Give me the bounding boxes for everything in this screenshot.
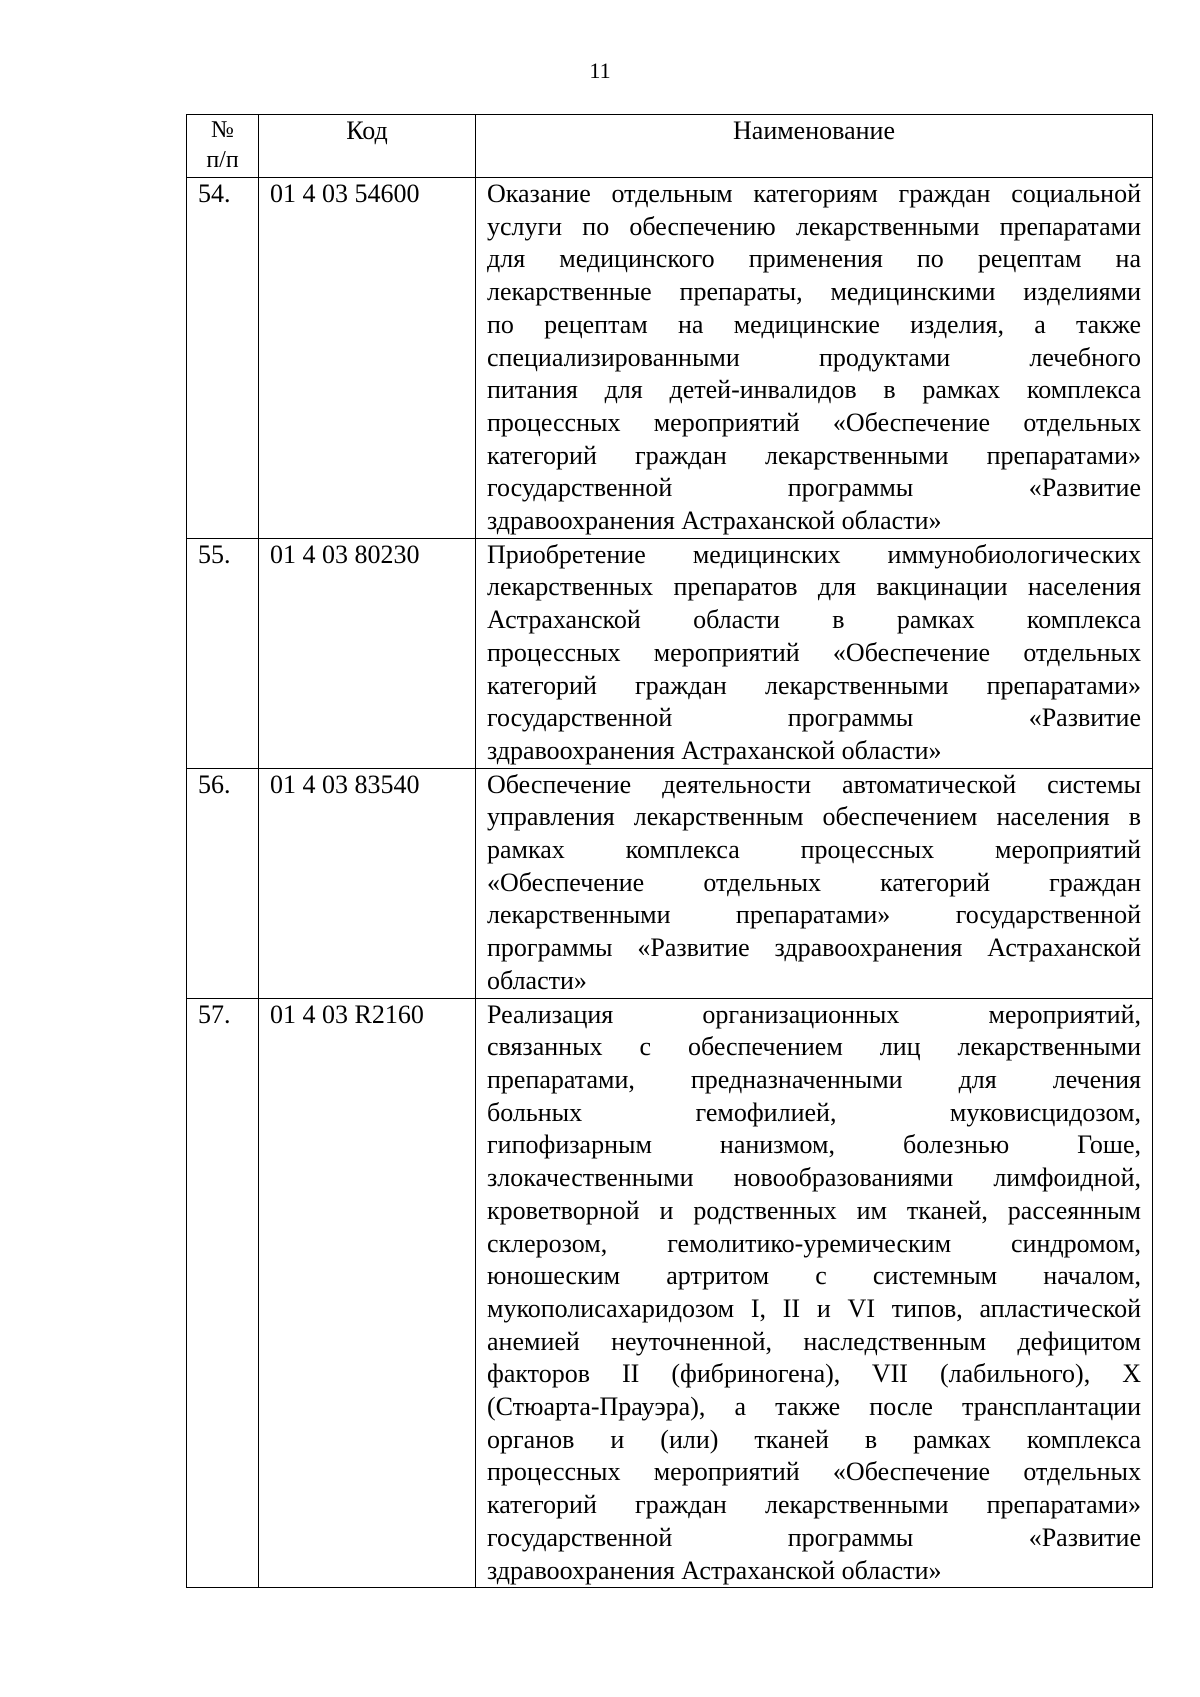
row-name-line: злокачественными новообразованиями лимфоидной,	[487, 1163, 1141, 1193]
row-name-line: лекарственных препаратов для вакцинации населения	[487, 572, 1141, 602]
row-number: 55.	[187, 538, 259, 768]
row-name-line: (Стюарта-Прауэра), а также после трансплантации	[487, 1392, 1141, 1422]
row-code: 01 4 03 54600	[259, 178, 476, 539]
table-row	[187, 768, 1153, 998]
row-name-line: кроветворной и родственных им тканей, рассеянным	[487, 1195, 1141, 1225]
row-name-line: управления лекарственным обеспечением населения в	[487, 802, 1141, 832]
row-number: 56.	[187, 768, 259, 998]
table-row	[187, 998, 1153, 1588]
row-name-line: категорий граждан лекарственными препаратами»	[487, 670, 1141, 700]
row-name-line: услуги по обеспечению лекарственными препаратами	[487, 211, 1141, 241]
row-name-line: специализированными продуктами лечебного	[487, 342, 1141, 372]
table-row	[187, 538, 1153, 768]
row-name-line: питания для детей-инвалидов в рамках комплекса	[487, 375, 1141, 405]
row-name-line: процессных мероприятий «Обеспечение отдельных	[487, 637, 1141, 667]
row-name-line: лекарственные препараты, медицинскими изделиями	[487, 277, 1141, 307]
header-code: Код	[259, 115, 476, 178]
row-name-line: государственной программы «Развитие	[487, 703, 1141, 733]
row-name-line: Оказание отдельным категориям граждан социальной	[487, 179, 1141, 208]
header-number	[187, 115, 259, 178]
row-code: 01 4 03 80230	[259, 538, 476, 768]
row-number: 54.	[187, 178, 259, 539]
row-code: 01 4 03 83540	[259, 768, 476, 998]
header-number-abbrev: п/п	[206, 147, 239, 173]
row-name-line: лекарственными препаратами» государственной	[487, 900, 1141, 930]
row-code: 01 4 03 R2160	[259, 998, 476, 1588]
row-name-line: анемией неуточненной, наследственным дефицитом	[487, 1326, 1141, 1356]
row-name-line: мукополисахаридозом I, II и VI типов, апластической	[487, 1293, 1141, 1323]
row-name-line: государственной программы «Развитие	[487, 1522, 1141, 1552]
row-name-line: больных гемофилией, муковисцидозом,	[487, 1097, 1141, 1127]
row-name-line: здравоохранения Астраханской области»	[487, 735, 942, 765]
row-name-line: юношеским артритом с системным началом,	[487, 1261, 1141, 1291]
table-row	[187, 178, 1153, 539]
row-name-line: по рецептам на медицинские изделия, а также	[487, 309, 1141, 339]
row-name-line: для медицинского применения по рецептам на	[487, 244, 1141, 274]
row-name-line: склерозом, гемолитико-уремическим синдромом,	[487, 1228, 1141, 1258]
row-name-line: процессных мероприятий «Обеспечение отдельных	[487, 1457, 1141, 1487]
row-name-line: здравоохранения Астраханской области»	[487, 1555, 942, 1585]
row-name-line: государственной программы «Развитие	[487, 473, 1141, 503]
budget-codes-table	[186, 114, 1153, 1588]
row-name-line: программы «Развитие здравоохранения Астраханской	[487, 933, 1141, 963]
row-name-line: факторов II (фибриногена), VII (лабильного), X	[487, 1359, 1141, 1389]
row-name-line: органов и (или) тканей в рамках комплекса	[487, 1424, 1141, 1454]
row-name-line: Обеспечение деятельности автоматической системы	[487, 769, 1141, 799]
row-name-line: области»	[487, 965, 587, 995]
row-name	[476, 998, 1153, 1588]
table-body	[187, 178, 1153, 1588]
row-name-line: связанных с обеспечением лиц лекарственными	[487, 1032, 1141, 1062]
row-name-line: категорий граждан лекарственными препаратами»	[487, 1490, 1141, 1520]
row-name-line: здравоохранения Астраханской области»	[487, 506, 942, 536]
row-name-line: рамках комплекса процессных мероприятий	[487, 835, 1141, 865]
row-name-line: Приобретение медицинских иммунобиологических	[487, 539, 1141, 569]
row-number: 57.	[187, 998, 259, 1588]
row-name-line: Астраханской области в рамках комплекса	[487, 605, 1141, 635]
table-header-row	[187, 115, 1153, 178]
row-name-line: гипофизарным нанизмом, болезнью Гоше,	[487, 1130, 1141, 1160]
row-name-line: Реализация организационных мероприятий,	[487, 999, 1141, 1029]
row-name-line: препаратами, предназначенными для лечения	[487, 1064, 1141, 1094]
row-name	[476, 178, 1153, 539]
page-number: 11	[589, 58, 611, 83]
row-name	[476, 768, 1153, 998]
row-name-line: «Обеспечение отдельных категорий граждан	[487, 867, 1141, 897]
header-number-symbol: №	[211, 117, 234, 143]
row-name	[476, 538, 1153, 768]
header-name: Наименование	[476, 115, 1153, 178]
row-name-line: категорий граждан лекарственными препаратами»	[487, 440, 1141, 470]
row-name-line: процессных мероприятий «Обеспечение отдельных	[487, 407, 1141, 437]
